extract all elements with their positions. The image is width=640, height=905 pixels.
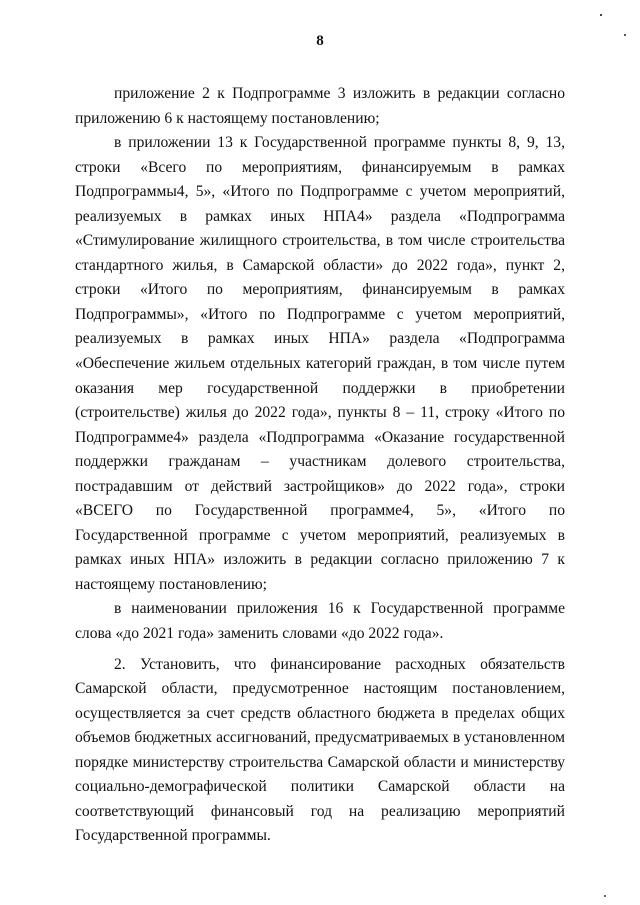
paragraph-appendix-13: в приложении 13 к Государственной программе пункты 8, 9, 13, строки «Всего по мероприятиям, финансируемым в рамках Подпрограммы4, 5», «Итого по Подпрограмме с учетом мероприятий, реализуемых в рамках иных НПА4» раздела «Подпрограмма «Стимулирование жилищного строительства, в том числе строительства стандартного жилья, в Самарской области» до 2022 года», пункт 2, строки «Итого по мероприятиям, финансируемым в рамках Подпрограммы», «Итого по Подпрограмме с учетом мероприятий, реализуемых в рамках иных НПА» раздела «Подпрограмма «Обеспечение жильем отдельных категорий граждан, в том числе путем оказания мер государственной поддержки в приобретении (строительстве) жилья до 2022 года», пункты 8 – 11, строку «Итого по Подпрограмме4» раздела «Подпрограмма «Оказание государственной поддержки гражданам – участникам долевого строительства, пострадавшим от действий застройщиков» до 2022 года», строки «ВСЕГО по Государственной программе4, 5», «Итого по Государственной программе с учетом мероприятий, реализуемых в рамках иных НПА» изложить в редакции согласно приложению 7 к настоящему постановлению;: [75, 134, 565, 593]
scan-speck: [604, 895, 606, 897]
paragraph-financing-clause: 2. Установить, что финансирование расходных обязательств Самарской области, предусмотренное настоящим постановлением, осуществляется за счет средств областного бюджета в пределах общих объемов бюджетных ассигнований, предусматриваемых в установленном порядке министерству строительства Самарской области и министерству социально-демографической политики Самарской области на соответствующий финансовый год на реализацию мероприятий Государственной программы.: [75, 655, 565, 845]
paragraph-appendix-2: приложение 2 к Подпрограмме 3 изложить в редакции согласно приложению 6 к настоящему постановлению;: [75, 85, 565, 127]
scan-speck: [600, 14, 602, 16]
document-body: [75, 82, 565, 849]
paragraph-appendix-16: в наименовании приложения 16 к Государственной программе слова «до 2021 года» заменить словами «до 2022 года».: [75, 600, 565, 643]
page-number: 8: [316, 33, 324, 49]
